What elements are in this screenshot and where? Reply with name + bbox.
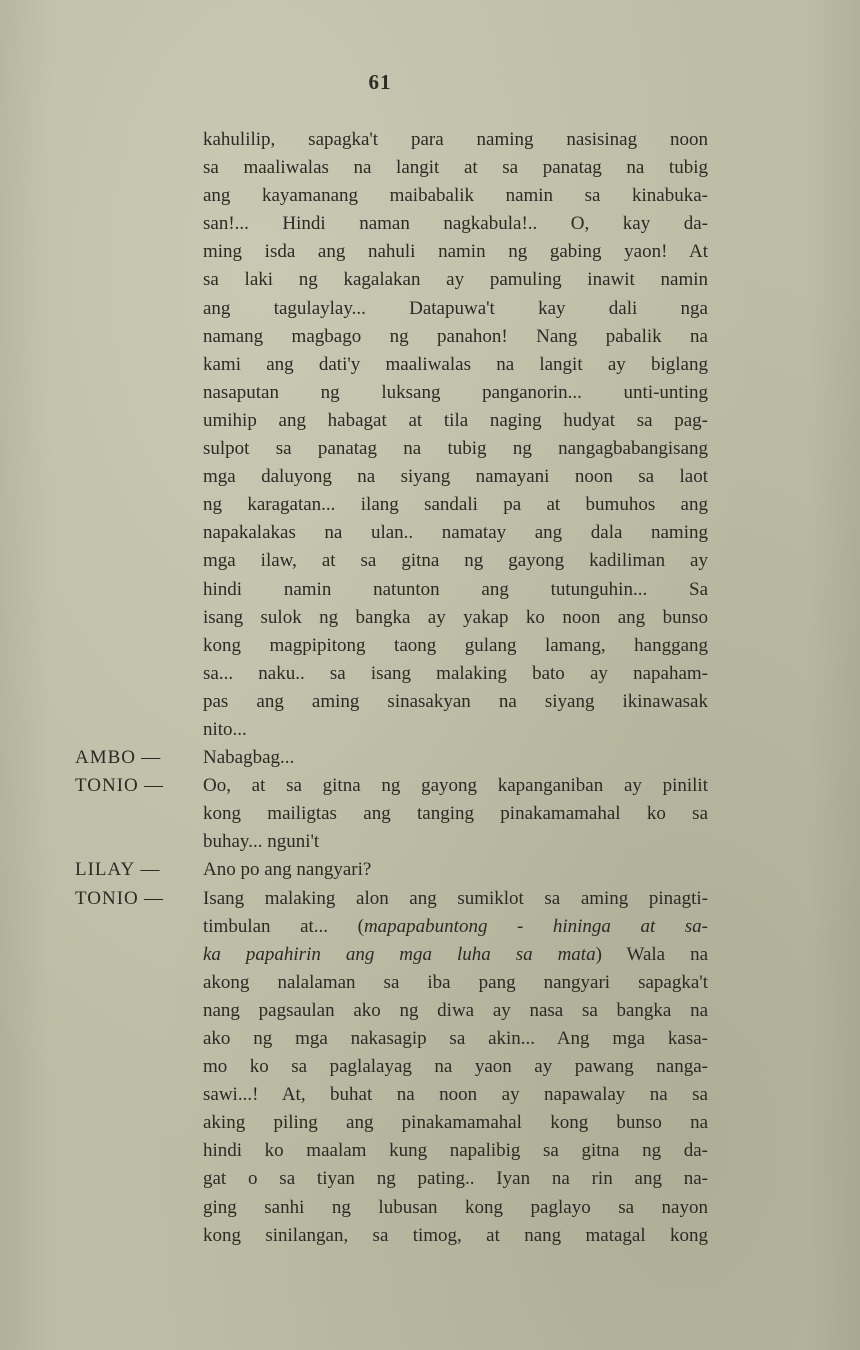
dialogue-line: hindi ko maalam kung napalibig sa gitna ng da- bbox=[203, 1140, 708, 1162]
text-line: kong magpipitong taong gulang lamang, hanggang bbox=[203, 634, 708, 656]
text-line: ng karagatan... ilang sandali pa at bumuhos ang bbox=[203, 494, 708, 516]
dialogue-line-with-stage-direction: ka papahirin ang mga luha sa mata) Wala na bbox=[203, 943, 709, 965]
dialogue-line: sawi...! At, buhat na noon ay napawalay na sa bbox=[203, 1084, 708, 1106]
text-line: kahulilip, sapagka't para naming nasisinag noon bbox=[203, 129, 708, 150]
text-line: sa maaliwalas na langit at sa panatag na tubig bbox=[203, 157, 708, 179]
text-line: mga daluyong na siyang namayani noon sa laot bbox=[203, 466, 708, 488]
text-line: mga ilaw, at sa gitna ng gayong kadiliman ay bbox=[203, 550, 708, 572]
dialogue-line: Isang malaking alon ang sumiklot sa aming pinagti- bbox=[203, 887, 708, 909]
dialogue-line: kong mailigtas ang tanging pinakamamahal ko sa bbox=[203, 803, 708, 825]
text-block bbox=[75, 126, 709, 1250]
text-line: isang sulok ng bangka ay yakap ko noon ang bunso bbox=[203, 606, 708, 628]
dialogue-tonio-2 bbox=[75, 885, 709, 1250]
speaker-label: LILAY — bbox=[75, 859, 160, 881]
dialogue-line: Nabagbag... bbox=[203, 747, 295, 769]
dialogue-tonio bbox=[75, 772, 708, 856]
text-line: sa... naku.. sa isang malaking bato ay napaham- bbox=[203, 662, 708, 684]
text-line: namang magbago ng panahon! Nang pabalik na bbox=[203, 325, 708, 347]
dialogue-line: Oo, at sa gitna ng gayong kapanganiban ay pinilit bbox=[203, 775, 708, 797]
text-line: kami ang dati'y maaliwalas na langit ay biglang bbox=[203, 353, 708, 375]
text-line: pas ang aming sinasakyan na siyang ikinawasak bbox=[203, 690, 708, 712]
dialogue-lilay bbox=[75, 856, 708, 884]
text-line: ang tagulaylay... Datapuwa't kay dali nga bbox=[203, 297, 708, 319]
dialogue-line: Ano po ang nangyari? bbox=[203, 859, 372, 881]
dialogue-line: nang pagsaulan ako ng diwa ay nasa sa bangka na bbox=[203, 999, 708, 1021]
dialogue-line: ako ng mga nakasagip sa akin... Ang mga kasa- bbox=[203, 1028, 708, 1049]
speaker-label: TONIO — bbox=[75, 775, 164, 797]
dialogue-line: gat o sa tiyan ng pating.. Iyan na rin ang na- bbox=[203, 1168, 708, 1190]
narrative-paragraph bbox=[203, 126, 708, 744]
dialogue-line-with-stage-direction: timbulan at... (mapapabuntong - hininga at sa- bbox=[203, 915, 708, 937]
text-line: nasaputan ng luksang panganorin... unti-unting bbox=[203, 381, 708, 403]
text-line: sulpot sa panatag na tubig ng nangagbabangisang bbox=[203, 438, 708, 460]
stage-direction: mapapabuntong - hininga at sa- bbox=[363, 915, 708, 937]
text-line: san!... Hindi naman nagkabula!.. O, kay da- bbox=[203, 213, 708, 235]
text-line: sa laki ng kagalakan ay pamuling inawit namin bbox=[203, 269, 708, 291]
speaker-label: TONIO — bbox=[75, 887, 164, 909]
dialogue-ambo bbox=[75, 744, 708, 772]
dialogue-line: akong nalalaman sa iba pang nangyari sapagka't bbox=[203, 971, 708, 993]
text-line: nito... bbox=[203, 718, 247, 740]
dialogue-line: ging sanhi ng lubusan kong paglayo sa nayon bbox=[203, 1196, 708, 1218]
text-line: ang kayamanang maibabalik namin sa kinabuka- bbox=[203, 185, 708, 207]
dialogue-line: aking piling ang pinakamamahal kong bunso na bbox=[203, 1112, 708, 1134]
text-line: napakalakas na ulan.. namatay ang dala naming bbox=[203, 522, 708, 544]
dialogue-line: mo ko sa paglalayag na yaon ay pawang nanga- bbox=[203, 1056, 708, 1078]
speaker-label: AMBO — bbox=[75, 747, 161, 769]
dialogue-line: kong sinilangan, sa timog, at nang matagal kong bbox=[203, 1224, 708, 1246]
text-line: ming isda ang nahuli namin ng gabing yaon! At bbox=[203, 241, 708, 263]
text-line: umihip ang habagat at tila naging hudyat sa pag- bbox=[203, 409, 708, 431]
text-line: hindi namin natunton ang tutunguhin... Sa bbox=[203, 578, 708, 600]
dialogue-line: buhay... nguni't bbox=[203, 831, 320, 853]
stage-direction: ka papahirin ang mga luha sa mata bbox=[203, 943, 596, 965]
page-number: 61 bbox=[368, 70, 392, 94]
